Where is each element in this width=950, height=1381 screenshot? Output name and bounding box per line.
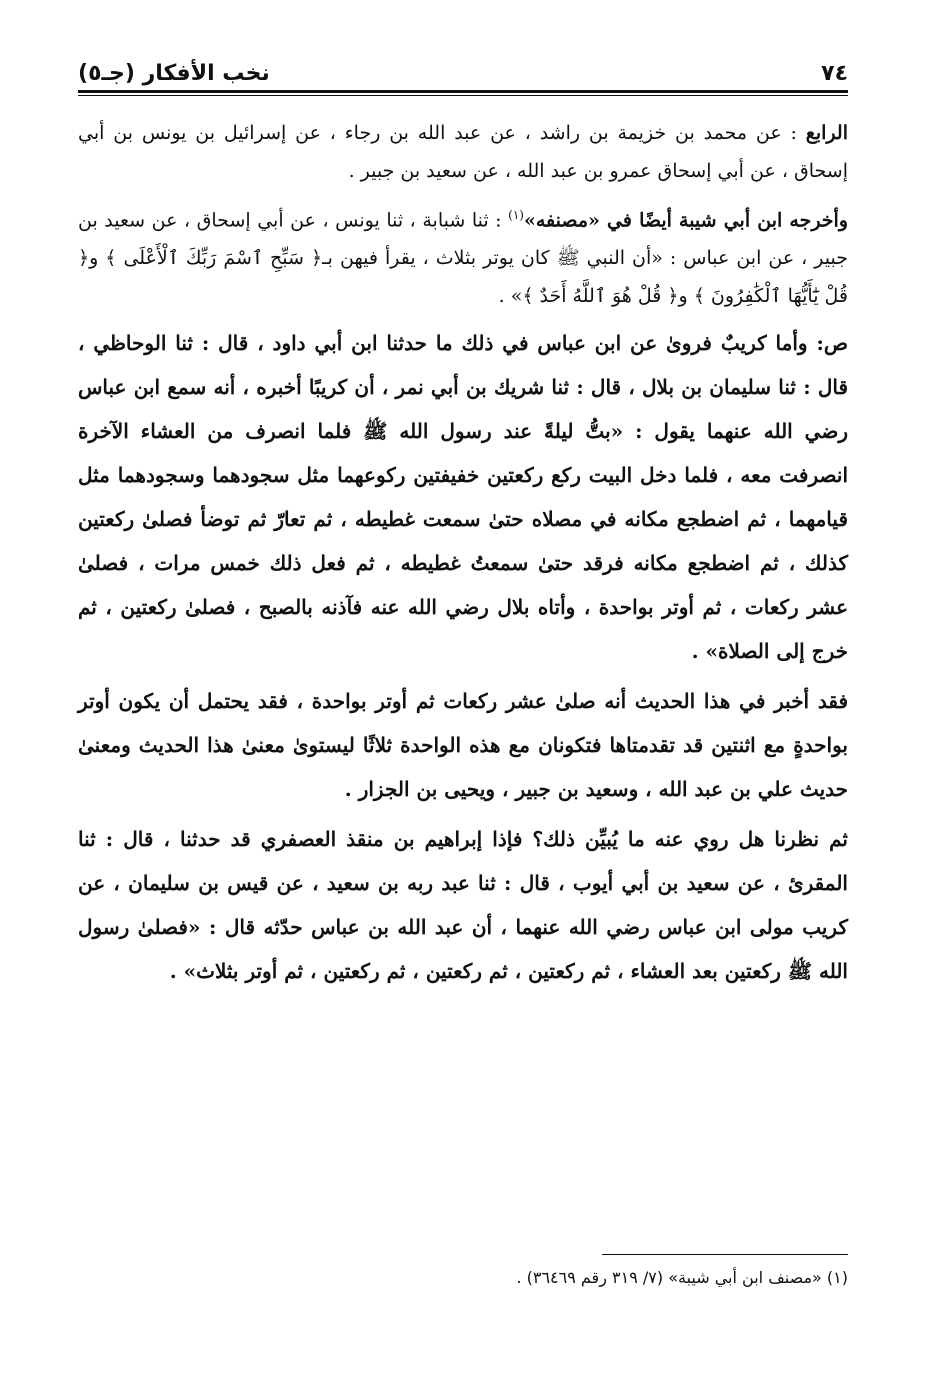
paragraph-text: : ثنا شبابة ، ثنا يونس ، عن أبي إسحاق ، عن سعيد بن جبير ، عن ابن عباس : «أن النبي ﷺ كان يوتر بثلاث ، يقرأ فيهن بـ﴿ سَبِّحِ ٱسْمَ رَبِّكَ ٱلْأَعْلَى ﴾ و﴿ قُلْ يَٰٓأَيُّهَا ٱلْكَٰفِرُونَ ﴾ و﴿ قُلْ هُوَ ٱللَّهُ أَحَدٌ ﴾» . <box>78 209 848 308</box>
paragraph-chain-four <box>78 114 848 190</box>
paragraph-text: فقد أخبر في هذا الحديث أنه صلىٰ عشر ركعات ثم أوتر بواحدة ، فقد يحتمل أن يكون أوتر بواحدةٍ مع اثنتين قد تقدمتاها فتكونان مع هذه الواحدة ثلاثًا ليستوىٰ معنىٰ هذا الحديث ومعنىٰ حديث علي بن عبد الله ، وسعيد بن جبير ، ويحيى بن الجزار . <box>78 689 848 802</box>
paragraph-text: ثم نظرنا هل روي عنه ما يُبيِّن ذلك؟ فإذا إبراهيم بن منقذ العصفري قد حدثنا ، قال : ثنا المقرئ ، عن سعيد بن أبي أيوب ، قال : ثنا عبد ربه بن سعيد ، عن قيس بن سليمان ، عن كريب مولى ابن عباس رضي الله عنهما ، أن عبد الله بن عباس حدّثه قال : «فصلىٰ رسول الله ﷺ ركعتين بعد العشاء ، ثم ركعتين ، ثم ركعتين ، ثم ركعتين ، ثم أوتر بثلاث» . <box>78 827 848 984</box>
footnote-text: (١) «مصنف ابن أبي شيبة» (٧/ ٣١٩ رقم ٣٦٤٦٩) . <box>516 1268 848 1287</box>
footnote <box>88 1268 848 1287</box>
page-header <box>78 42 848 86</box>
paragraph-ibn-abi-shayba <box>78 196 848 315</box>
book-page <box>78 42 848 999</box>
page-body <box>78 114 848 993</box>
header-rule <box>78 90 848 96</box>
paragraph-kurayb <box>78 321 848 673</box>
book-title: نخب الأفكار (جـ٥) <box>78 61 270 86</box>
paragraph-commentary <box>78 679 848 811</box>
footnote-separator <box>602 1254 848 1255</box>
paragraph-further-narration <box>78 817 848 993</box>
footnote-ref[interactable]: (١) <box>508 208 524 222</box>
paragraph-text: وأما كريبٌ فروىٰ عن ابن عباس في ذلك ما حدثنا ابن أبي داود ، قال : ثنا الوحاظي ، قال : ثنا سليمان بن بلال ، قال : ثنا شريك بن أبي نمر ، أن كريبًا أخبره ، أنه سمع ابن عباس رضي الله عنهما يقول : «بتُّ ليلةً عند رسول الله ﷺ فلما انصرف من العشاء الآخرة انصرفت معه ، فلما دخل البيت ركع ركعتين خفيفتين ركوعهما مثل سجودهما وسجودهما مثل قيامهما ، ثم اضطجع مكانه في مصلاه حتىٰ سمعت غطيطه ، ثم تعارّ ثم توضأ فصلىٰ ركعتين كذلك ، ثم اضطجع مكانه فرقد حتىٰ سمعتُ غطيطه ، ثم فعل ذلك خمس مرات ، فصلىٰ عشر ركعات ، ثم أوتر بواحدة ، وأتاه بلال رضي الله عنه فآذنه بالصبح ، فصلىٰ ركعتين ، ثم خرج إلى الصلاة» . <box>78 331 848 664</box>
paragraph-lead: الرابع <box>805 122 848 144</box>
page-number: ٧٤ <box>821 61 848 86</box>
paragraph-text: : عن محمد بن خزيمة بن راشد ، عن عبد الله بن رجاء ، عن إسرائيل بن يونس بن أبي إسحاق ، عن أبي إسحاق عمرو بن عبد الله ، عن سعيد بن جبير . <box>78 122 848 182</box>
paragraph-lead: ص: <box>816 331 849 356</box>
paragraph-lead: وأخرجه ابن أبي شيبة أيضًا في «مصنفه» <box>523 209 848 232</box>
